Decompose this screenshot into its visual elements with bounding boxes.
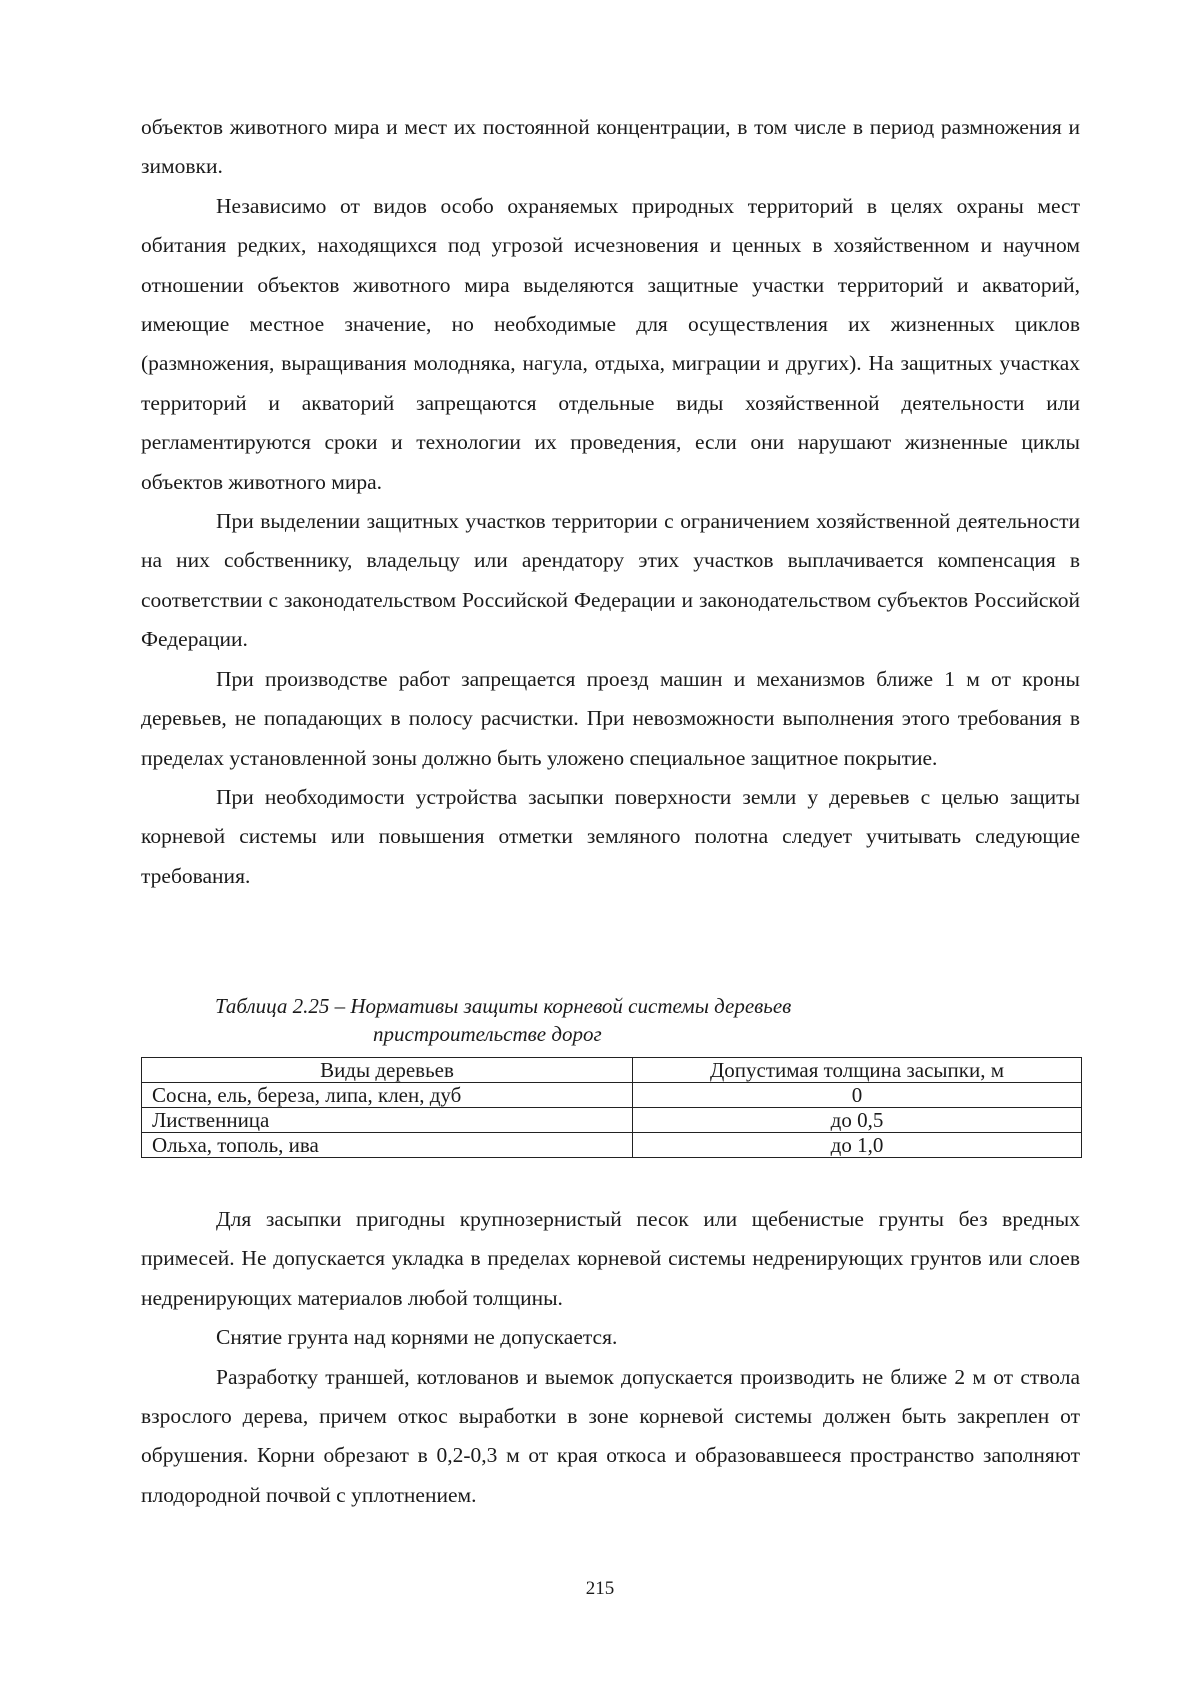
table-cell-thickness: до 0,5: [633, 1108, 1082, 1133]
table-caption-line-2: пристроительстве дорог: [373, 1022, 602, 1046]
paragraph-backfill-requirements: При необходимости устройства засыпки поверхности земли у деревьев с целью защиты корневой системы или повышения отметки земляного полотна следует учитывать следующие требования.: [141, 784, 1080, 888]
table-cell-thickness: до 1,0: [633, 1133, 1082, 1158]
paragraph-protected-areas: Независимо от видов особо охраняемых природных территорий в целях охраны мест обитания редких, находящихся под угрозой исчезновения и ценных в хозяйственном и научном отношении объектов животного мира выделяются защитные участки территорий и акваторий, имеющие местное значение, но необходимые для осуществления их жизненных циклов (размножения, выращивания молодняка, нагула, отдыха, миграции и других). На защитных участках территорий и акваторий запрещаются отдельные виды хозяйственной деятельности или регламентируются сроки и технологии их проведения, если они нарушают жизненные циклы объектов животного мира.: [141, 193, 1080, 494]
table-cell-thickness: 0: [633, 1083, 1082, 1108]
table-header-tree-types: Виды деревьев: [142, 1058, 633, 1083]
page-number: 215: [585, 1578, 615, 1599]
table-header-row: [142, 1058, 1082, 1083]
table-header-backfill-thickness: Допустимая толщина засыпки, м: [633, 1058, 1082, 1083]
body-text-bottom: [141, 1200, 1080, 1515]
paragraph-trench-excavation: Разработку траншей, котлованов и выемок допускается производить не ближе 2 м от ствола взрослого дерева, причем откос выработки в зоне корневой системы должен быть закреплен от обрушения. Корни обрезают в 0,2-0,3 м от края откоса и образовавшееся пространство заполняют плодородной почвой с уплотнением.: [141, 1364, 1080, 1507]
table-cell-tree-type: Сосна, ель, береза, липа, клен, дуб: [142, 1083, 633, 1108]
table-row: [142, 1108, 1082, 1133]
table-cell-tree-type: Ольха, тополь, ива: [142, 1133, 633, 1158]
paragraph-compensation: При выделении защитных участков территории с ограничением хозяйственной деятельности на них собственнику, владельцу или арендатору этих участков выплачивается компенсация в соответствии с законодательством Российской Федерации и законодательством субъектов Российской Федерации.: [141, 509, 1080, 652]
table-caption-line-1: Таблица 2.25 – Нормативы защиты корневой системы деревьев: [215, 994, 792, 1018]
paragraph-continuation: объектов животного мира и мест их постоянной концентрации, в том числе в период размножения и зимовки.: [141, 115, 1080, 179]
paragraph-backfill-materials: Для засыпки пригодны крупнозернистый песок или щебенистые грунты без вредных примесей. Не допускается укладка в пределах корневой системы недренирующих грунтов или слоев недренирующих материалов любой толщины.: [141, 1207, 1080, 1310]
paragraph-soil-removal: Снятие грунта над корнями не допускается.: [216, 1325, 618, 1350]
root-protection-table: [141, 1057, 1082, 1158]
body-text-top: [141, 108, 1080, 896]
table-row: [142, 1083, 1082, 1108]
table-row: [142, 1133, 1082, 1158]
table-cell-tree-type: Лиственница: [142, 1108, 633, 1133]
paragraph-machinery-restriction: При производстве работ запрещается проезд машин и механизмов ближе 1 м от кроны деревьев, не попадающих в полосу расчистки. При невозможности выполнения этого требования в пределах установленной зоны должно быть уложено специальное защитное покрытие.: [141, 666, 1080, 770]
